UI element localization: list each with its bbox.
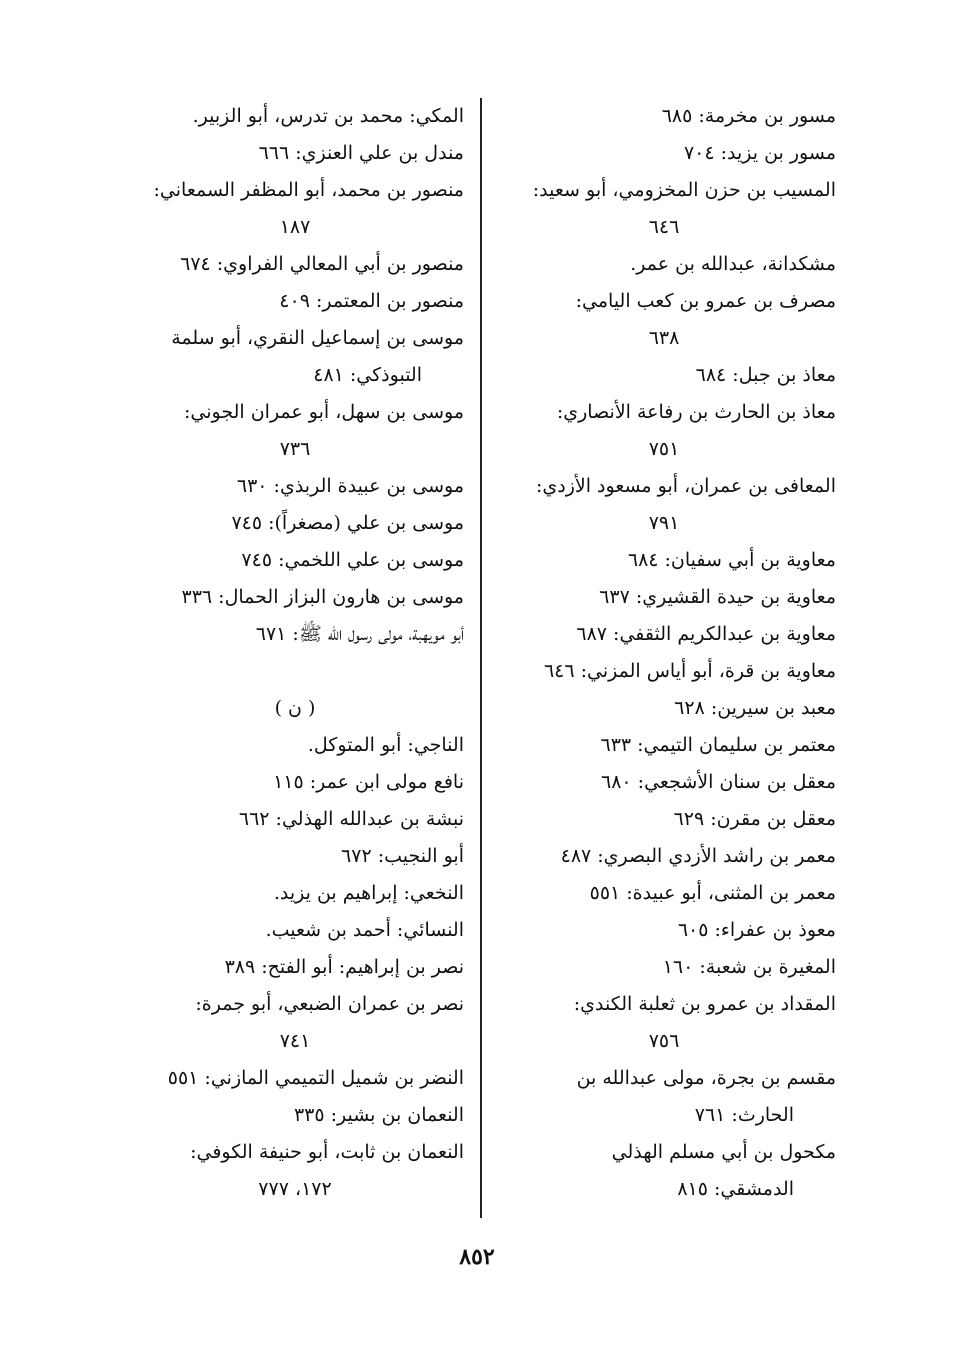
index-entry-line: النضر بن شميل التميمي المازني: ٥٥١ (167, 1067, 464, 1089)
index-entry-line: ٧٤١ (279, 1030, 311, 1052)
index-entry-line: ٧٩١ (648, 512, 680, 534)
index-entry-line: ٧٣٦ (279, 438, 311, 460)
index-entry-line: موسى بن هارون البزاز الحمال: ٣٣٦ (181, 586, 464, 608)
index-entry-line: منصور بن أبي المعالي الفراوي: ٦٧٤ (180, 253, 464, 275)
index-entry-line: النخعي: إبراهيم بن يزيد. (273, 882, 464, 904)
index-entry-line: مشكدانة، عبدالله بن عمر. (630, 253, 836, 275)
index-entry-line: ٦٣٨ (648, 327, 680, 349)
index-entry-line: معاوية بن عبدالكريم الثقفي: ٦٨٧ (576, 623, 836, 645)
index-entry-line: مندل بن علي العنزي: ٦٦٦ (258, 142, 464, 164)
index-entry-line: النعمان بن ثابت، أبو حنيفة الكوفي: (190, 1141, 464, 1163)
index-entry-line: المسيب بن حزن المخزومي، أبو سعيد: (532, 179, 836, 201)
index-entry-line: معمر بن راشد الأزدي البصري: ٤٨٧ (560, 845, 836, 867)
index-entry-line: موسى بن إسماعيل النقري، أبو سلمة (171, 327, 464, 349)
index-entry-line: التبوذكي: ٤٨١ (313, 364, 422, 386)
index-entry-line: معاوية بن أبي سفيان: ٦٨٤ (627, 549, 836, 571)
index-entry-line: نصر بن إبراهيم: أبو الفتح: ٣٨٩ (224, 956, 464, 978)
index-entry-line: معقل بن مقرن: ٦٢٩ (673, 808, 836, 830)
index-column-right (492, 98, 836, 1208)
index-entry-line: ٧٥١ (648, 438, 680, 460)
index-entry-line: المكي: محمد بن تدرس، أبو الزبير. (192, 105, 464, 127)
index-entry-line (126, 653, 464, 690)
index-entry-line: موسى بن علي (مصغراً): ٧٤٥ (231, 512, 464, 534)
index-entry-line: مكحول بن أبي مسلم الهذلي (611, 1141, 836, 1163)
index-entry-line: مقسم بن بجرة، مولى عبدالله بن (576, 1067, 836, 1089)
index-entry-line: موسى بن عبيدة الربذي: ٦٣٠ (236, 475, 464, 497)
index-entry-line: الحارث: ٧٦١ (694, 1104, 794, 1126)
index-entry-line: المعافى بن عمران، أبو مسعود الأزدي: (535, 475, 836, 497)
index-entry-line: معمر بن المثنى، أبو عبيدة: ٥٥١ (589, 882, 836, 904)
index-entry-line: مسور بن يزيد: ٧٠٤ (683, 142, 836, 164)
index-entry-line: معتمر بن سليمان التيمي: ٦٣٣ (600, 734, 836, 756)
index-entry-line: نصر بن عمران الضبعي، أبو جمرة: (195, 993, 464, 1015)
index-entry-line: معوذ بن عفراء: ٦٠٥ (677, 919, 836, 941)
index-entry-line: أبو النجيب: ٦٧٢ (341, 845, 464, 867)
index-column-left (126, 98, 464, 1208)
column-divider (480, 98, 482, 1218)
index-entry-line: نافع مولى ابن عمر: ١١٥ (273, 771, 464, 793)
index-entry-line: معقل بن سنان الأشجعي: ٦٨٠ (601, 771, 836, 793)
index-entry-line: نبشة بن عبدالله الهذلي: ٦٦٢ (238, 808, 464, 830)
index-entry-line: ٧٥٦ (648, 1030, 680, 1052)
index-entry-line: منصور بن المعتمر: ٤٠٩ (279, 290, 464, 312)
page-number: ٨٥٢ (459, 1244, 495, 1270)
index-entry-line: ٦٤٦ (648, 216, 680, 238)
index-entry-line: المقداد بن عمرو بن ثعلبة الكندي: (573, 993, 836, 1015)
index-entry-line: ١٨٧ (279, 216, 311, 238)
index-entry-line: أبو مويهبة، مولى رسول الله ﷺ: ٦٧١ (255, 623, 464, 645)
index-entry-line: موسى بن علي اللخمي: ٧٤٥ (241, 549, 464, 571)
index-entry-line: النعمان بن بشير: ٣٣٥ (293, 1104, 464, 1126)
index-entry-line: معاذ بن جبل: ٦٨٤ (695, 364, 836, 386)
index-entry-line: موسى بن سهل، أبو عمران الجوني: (184, 401, 464, 423)
index-entry-line: مصرف بن عمرو بن كعب اليامي: (575, 290, 836, 312)
index-entry-line: مسور بن مخرمة: ٦٨٥ (661, 105, 836, 127)
index-entry-line: الناجي: أبو المتوكل. (307, 734, 464, 756)
index-entry-line: منصور بن محمد، أبو المظفر السمعاني: (153, 179, 464, 201)
index-entry-line: معبد بن سيرين: ٦٢٨ (674, 697, 836, 719)
index-entry-line: الدمشقي: ٨١٥ (677, 1178, 794, 1200)
index-entry-line: ( ن ) (274, 697, 316, 719)
index-entry-line: النسائي: أحمد بن شعيب. (265, 919, 464, 941)
index-entry-line: معاذ بن الحارث بن رفاعة الأنصاري: (556, 401, 836, 423)
index-entry-line: ١٧٢، ٧٧٧ (258, 1178, 332, 1200)
index-entry-line: معاوية بن حيدة القشيري: ٦٣٧ (599, 586, 836, 608)
index-entry-line: معاوية بن قرة، أبو أياس المزني: ٦٤٦ (543, 660, 836, 682)
index-entry-line: المغيرة بن شعبة: ١٦٠ (662, 956, 836, 978)
